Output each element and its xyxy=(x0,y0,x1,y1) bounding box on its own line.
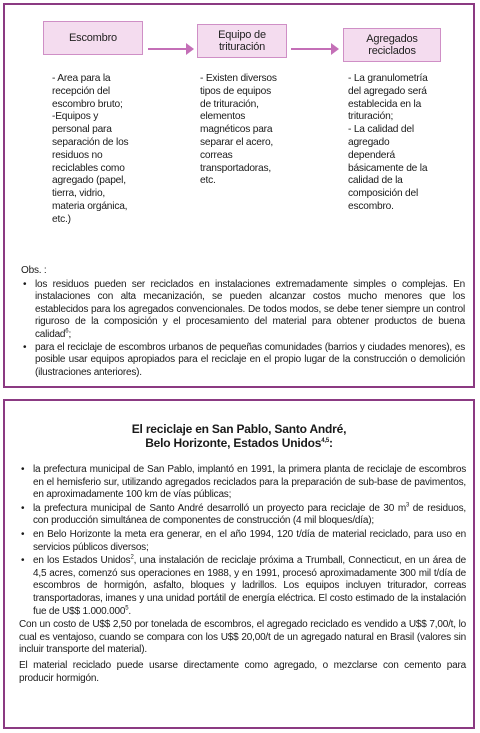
footnote-ref: 4,5 xyxy=(321,438,329,444)
obs-item-text: los residuos pueden ser reciclados en instalaciones extremadamente simples o complejas. En instalaciones con alta mecanización, se pueden alcanzar costos mucho menores que los establecidos para los agregados convencionales. De todos modos, se debe tener siempre un control riguroso de la composición y el procesamiento del material para obtener productos de buena calidad xyxy=(35,278,465,340)
usage-paragraph: El material reciclado puede usarse directamente como agregado, o mezclarse con cemento para producir hormigón. xyxy=(19,659,466,684)
bullet-icon: • xyxy=(23,278,27,290)
footnote-ref: 6 xyxy=(65,328,69,335)
process-panel xyxy=(3,3,475,388)
step-label: Equipo de trituración xyxy=(218,29,266,53)
cost-paragraph: Con un costo de U$$ 2,50 por tonelada de escombros, el agregado reciclado es vendido a U$$ 7,00/t, lo cual es ventajoso, cuando se compara con los U$$ 20,00/t de un agregado natural en Brasil (valores sin incluir transporte del material). xyxy=(19,619,466,656)
agregados-description: - La granulometría del agregado será establecida en la trituración; - La calidad del agregado dependerá básicamente de la calidad de la composición del escombro. xyxy=(348,73,428,212)
list-item: • la prefectura municipal de San Pablo, implantó en 1991, la primera planta de reciclaje de escombros en el hemisferio sur, utilizando agregados reciclados para la preparación de sub-base de pavimentos, en aproximadamente 100 km de vías públicas; xyxy=(21,464,466,501)
list-item: • en los Estados Unidos$^2$, una instalación de reciclaje próxima a Trumball, Connecticut, en un área de 4,5 acres, comenzó sus operaciones en 1988, y en 1991, procesó aproximadamente 300 mil t/día de escombros de hormigón, asfalto, bloques y ladrillos. Los equipos incluyen triturador, correas transportadoras, imanes y una unidad portátil de energía eléctrica. El costo estimado de la instalación fue de U$$ 1.000.000$^5$. xyxy=(21,554,466,617)
bullet-icon: • xyxy=(21,555,25,567)
list-item: • en Belo Horizonte la meta era generar, en el año 1994, 120 t/día de material reciclado, para uso en servicios públicos diversos; xyxy=(21,528,466,553)
right-arrow-icon xyxy=(291,43,339,55)
bullet-icon: • xyxy=(21,528,25,540)
trituracion-description: - Existen diversos tipos de equipos de trituración, elementos magnéticos para separar el acero, correas transportadoras, etc. xyxy=(200,73,277,187)
step-agregados-box xyxy=(343,28,441,62)
obs-title: Obs. : xyxy=(21,265,47,276)
right-arrow-icon xyxy=(148,43,194,55)
bullet-icon: • xyxy=(21,464,25,475)
step-label: Escombro xyxy=(69,32,117,44)
list-item: • la prefectura municipal de Santo André desarrolló un proyecto para reciclaje de 30 $m^3$ de residuos, con producción simultánea de componentes de construcción (4 mil bloques/día); xyxy=(21,502,467,527)
observations xyxy=(21,265,465,379)
bullet-icon: • xyxy=(23,341,27,353)
step-trituracion-box xyxy=(197,24,287,58)
bullet-icon: • xyxy=(21,502,25,514)
obs-item xyxy=(21,342,465,380)
escombro-description: - Area para la recepción del escombro bruto; -Equipos y personal para separación de los residuos no reciclables como agregado (papel, tierra, vidrio, materia orgánica, etc.) xyxy=(52,73,129,225)
obs-item-text: para el reciclaje de escombros urbanos de pequeñas comunidades (barrios y ciudades menores), es posible usar equipos apropiados para el reciclaje en el propio lugar de la construcción o demolición (ilustraciones anteriores). xyxy=(35,341,465,378)
step-escombro-box xyxy=(43,21,143,55)
step-label: Agregados reciclados xyxy=(366,33,418,57)
obs-item: • los residuos pueden ser reciclados en instalaciones extremadamente simples o complejas. En instalaciones con alta mecanización, se pueden alcanzar costos mucho menores que los establecidos para los agregados convencionales. De todos modos, se debe tener siempre un control riguroso de la composición y el procesamiento del material para obtener productos de buena calidad$^6$; xyxy=(23,278,465,340)
recycling-cases-panel xyxy=(3,399,475,729)
section-body xyxy=(19,464,466,685)
section-title: El reciclaje en San Pablo, Santo André, Belo Horizonte, Estados Unidos$^{4,5}$: xyxy=(131,422,347,450)
